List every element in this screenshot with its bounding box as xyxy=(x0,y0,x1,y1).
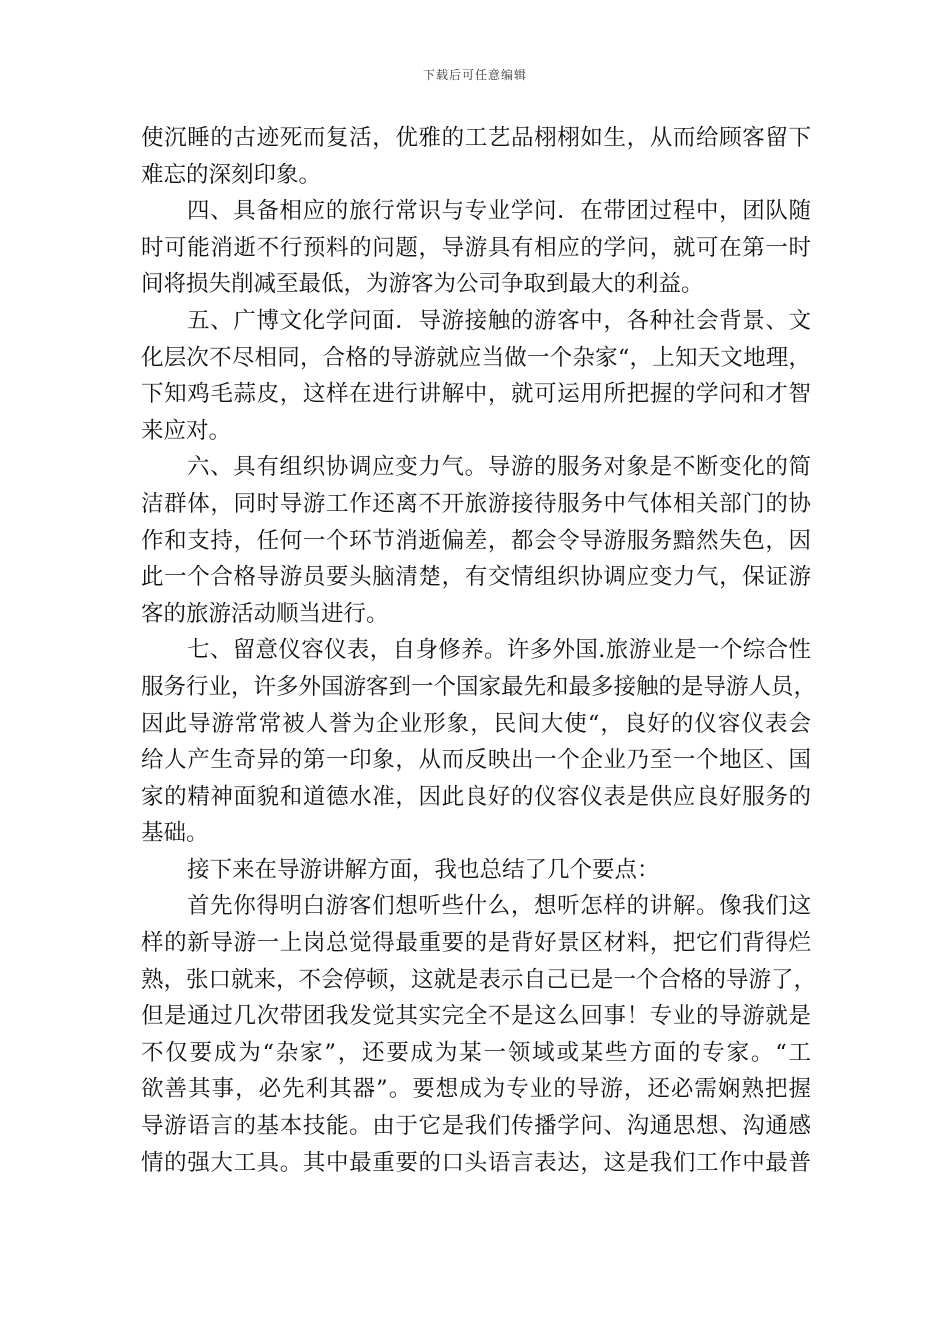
text-line: 因此导游常常被人誉为企业形象，民间大使“，良好的仪容仪表会 xyxy=(141,710,811,737)
text-line: 欲善其事，必先利其器”。要想成为专业的导游，还必需娴熟把握 xyxy=(141,1076,811,1103)
text-line: 客的旅游活动顺当进行。 xyxy=(141,600,389,627)
text-line: 此一个合格导游员要头脑清楚，有交情组织协调应变力气，保证游 xyxy=(141,564,811,591)
text-line: 情的强大工具。其中最重要的口头语言表达，这是我们工作中最普 xyxy=(141,1149,811,1176)
text-line: 七、留意仪容仪表，自身修养。许多外国.旅游业是一个综合性 xyxy=(187,637,811,664)
text-line: 给人产生奇异的第一印象，从而反映出一个企业乃至一个地区、国 xyxy=(141,747,811,774)
text-line: 间将损失削减至最低，为游客为公司争取到最大的利益。 xyxy=(141,271,704,298)
text-line: 家的精神面貌和道德水准，因此良好的仪容仪表是供应良好服务的 xyxy=(141,783,811,810)
text-line: 不仅要成为“杂家”，还要成为某一领域或某些方面的专家。“工 xyxy=(141,1039,811,1066)
text-line: 作和支持，任何一个环节消逝偏差，都会令导游服务黯然失色，因 xyxy=(141,527,811,554)
body-text xyxy=(141,120,817,1181)
text-line: 下知鸡毛蒜皮，这样在进行讲解中，就可运用所把握的学问和才智 xyxy=(141,381,811,408)
text-line: 来应对。 xyxy=(141,417,232,444)
text-line: 六、具有组织协调应变力气。导游的服务对象是不断变化的简 xyxy=(187,454,811,481)
page-header: 下载后可任意编辑 xyxy=(422,68,527,82)
text-line: 基础。 xyxy=(141,820,209,847)
text-line: 化层次不尽相同，合格的导游就应当做一个杂家“，上知天文地理， xyxy=(141,344,811,371)
text-line: 接下来在导游讲解方面，我也总结了几个要点： xyxy=(187,856,660,883)
text-line: 时可能消逝不行预料的问题，导游具有相应的学问，就可在第一时 xyxy=(141,234,811,261)
text-line: 导游语言的基本技能。由于它是我们传播学问、沟通思想、沟通感 xyxy=(141,1113,811,1140)
text-line: 样的新导游一上岗总觉得最重要的是背好景区材料，把它们背得烂 xyxy=(141,930,811,957)
text-line: 熟，张口就来，不会停顿，这就是表示自己已是一个合格的导游了， xyxy=(141,966,817,993)
text-line: 五、广博文化学问面．导游接触的游客中，各种社会背景、文 xyxy=(187,307,811,334)
text-line: 难忘的深刻印象。 xyxy=(141,161,322,188)
text-line: 四、具备相应的旅行常识与专业学问．在带团过程中，团队随 xyxy=(187,198,811,225)
text-line: 首先你得明白游客们想听些什么，想听怎样的讲解。像我们这 xyxy=(187,893,811,920)
text-line: 使沉睡的古迹死而复活，优雅的工艺品栩栩如生，从而给顾客留下 xyxy=(141,125,811,151)
text-line: 但是通过几次带团我发觉其实完全不是这么回事！专业的导游就是 xyxy=(141,1003,811,1030)
text-line: 洁群体，同时导游工作还离不开旅游接待服务中气体相关部门的协 xyxy=(141,490,811,517)
text-line: 服务行业，许多外国游客到一个国家最先和最多接触的是导游人员， xyxy=(141,673,817,700)
